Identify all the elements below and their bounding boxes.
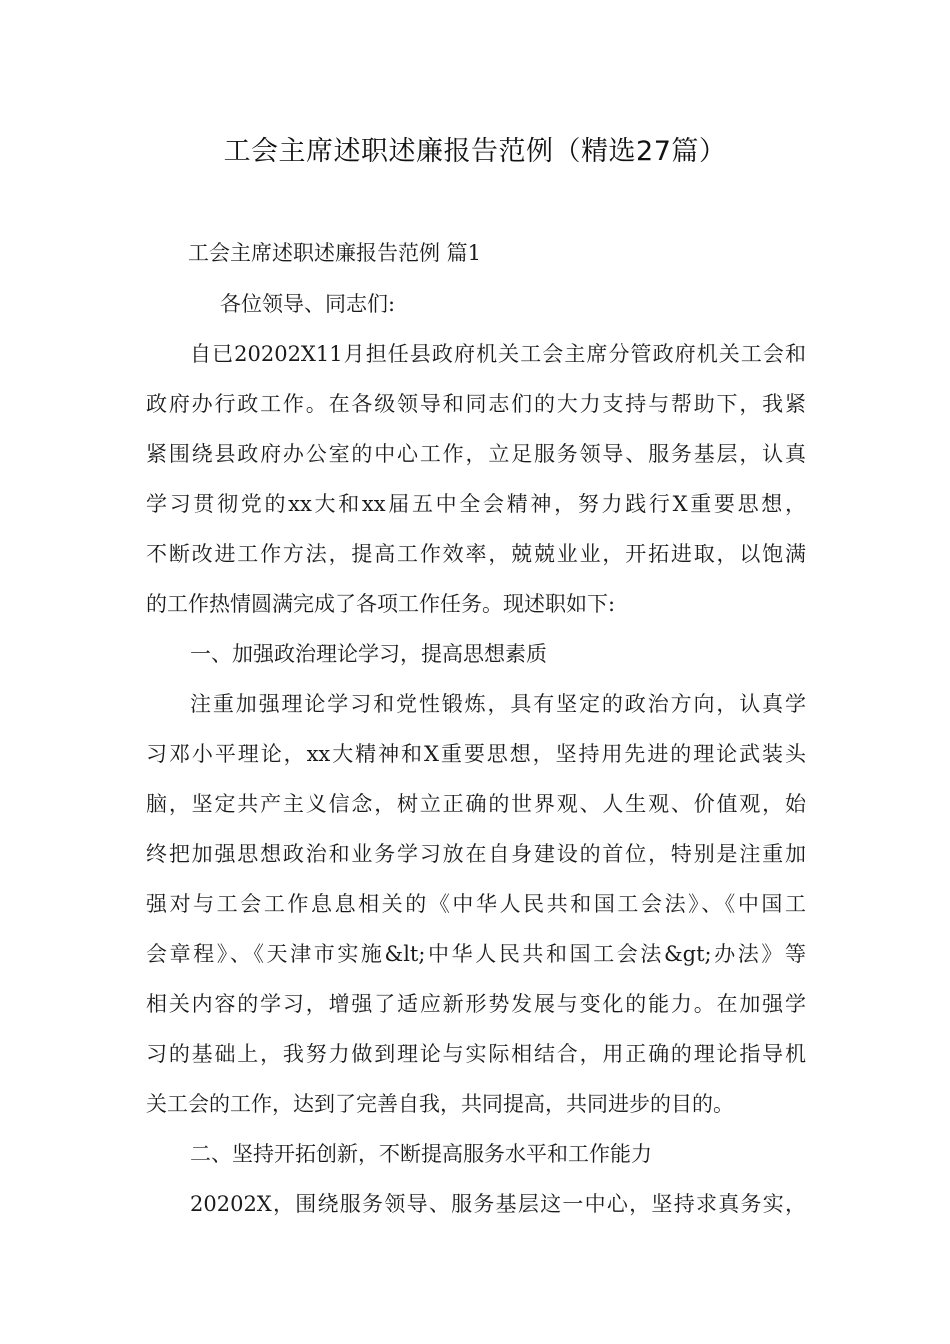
document-title: 工会主席述职述廉报告范例（精选27篇） [223,136,727,167]
paragraph-line: 20202X，围绕服务领导、服务基层这一中心，坚持求真务实， [190,1192,806,1216]
paragraph-line: 习的基础上，我努力做到理论与实际相结合，用正确的理论指导机 [146,1042,806,1066]
paragraph-line: 的工作热情圆满完成了各项工作任务。现述职如下: [146,592,616,616]
paragraph-line: 政府办行政工作。在各级领导和同志们的大力支持与帮助下，我紧 [146,392,806,416]
paragraph-line: 终把加强思想政治和业务学习放在自身建设的首位，特别是注重加 [146,842,806,866]
salutation: 各位领导、同志们: [220,292,396,316]
paragraph-line: 会章程》、《天津市实施&lt;中华人民共和国工会法&gt;办法》等 [146,942,806,966]
paragraph-line: 关工会的工作，达到了完善自我，共同提高，共同进步的目的。 [146,1092,734,1116]
paragraph-line: 自已20202X11月担任县政府机关工会主席分管政府机关工会和 [190,342,806,366]
section-subheading: 一、加强政治理论学习，提高思想素质 [190,642,547,666]
paragraph-line: 学习贯彻党的xx大和xx届五中全会精神，努力践行X重要思想， [146,492,806,516]
paragraph-line: 紧围绕县政府办公室的中心工作，立足服务领导、服务基层，认真 [146,442,806,466]
section-heading: 工会主席述职述廉报告范例 篇1 [188,241,482,265]
paragraph-line: 相关内容的学习，增强了适应新形势发展与变化的能力。在加强学 [146,992,806,1016]
paragraph-line: 脑，坚定共产主义信念，树立正确的世界观、人生观、价值观，始 [146,792,806,816]
paragraph-line: 习邓小平理论，xx大精神和X重要思想，坚持用先进的理论武装头 [146,742,806,766]
section-subheading: 二、坚持开拓创新，不断提高服务水平和工作能力 [190,1142,652,1166]
paragraph-line: 注重加强理论学习和党性锻炼，具有坚定的政治方向，认真学 [190,692,806,716]
paragraph-line: 不断改进工作方法，提高工作效率，兢兢业业，开拓进取，以饱满 [146,542,806,566]
paragraph-line: 强对与工会工作息息相关的《中华人民共和国工会法》、《中国工 [146,892,806,916]
